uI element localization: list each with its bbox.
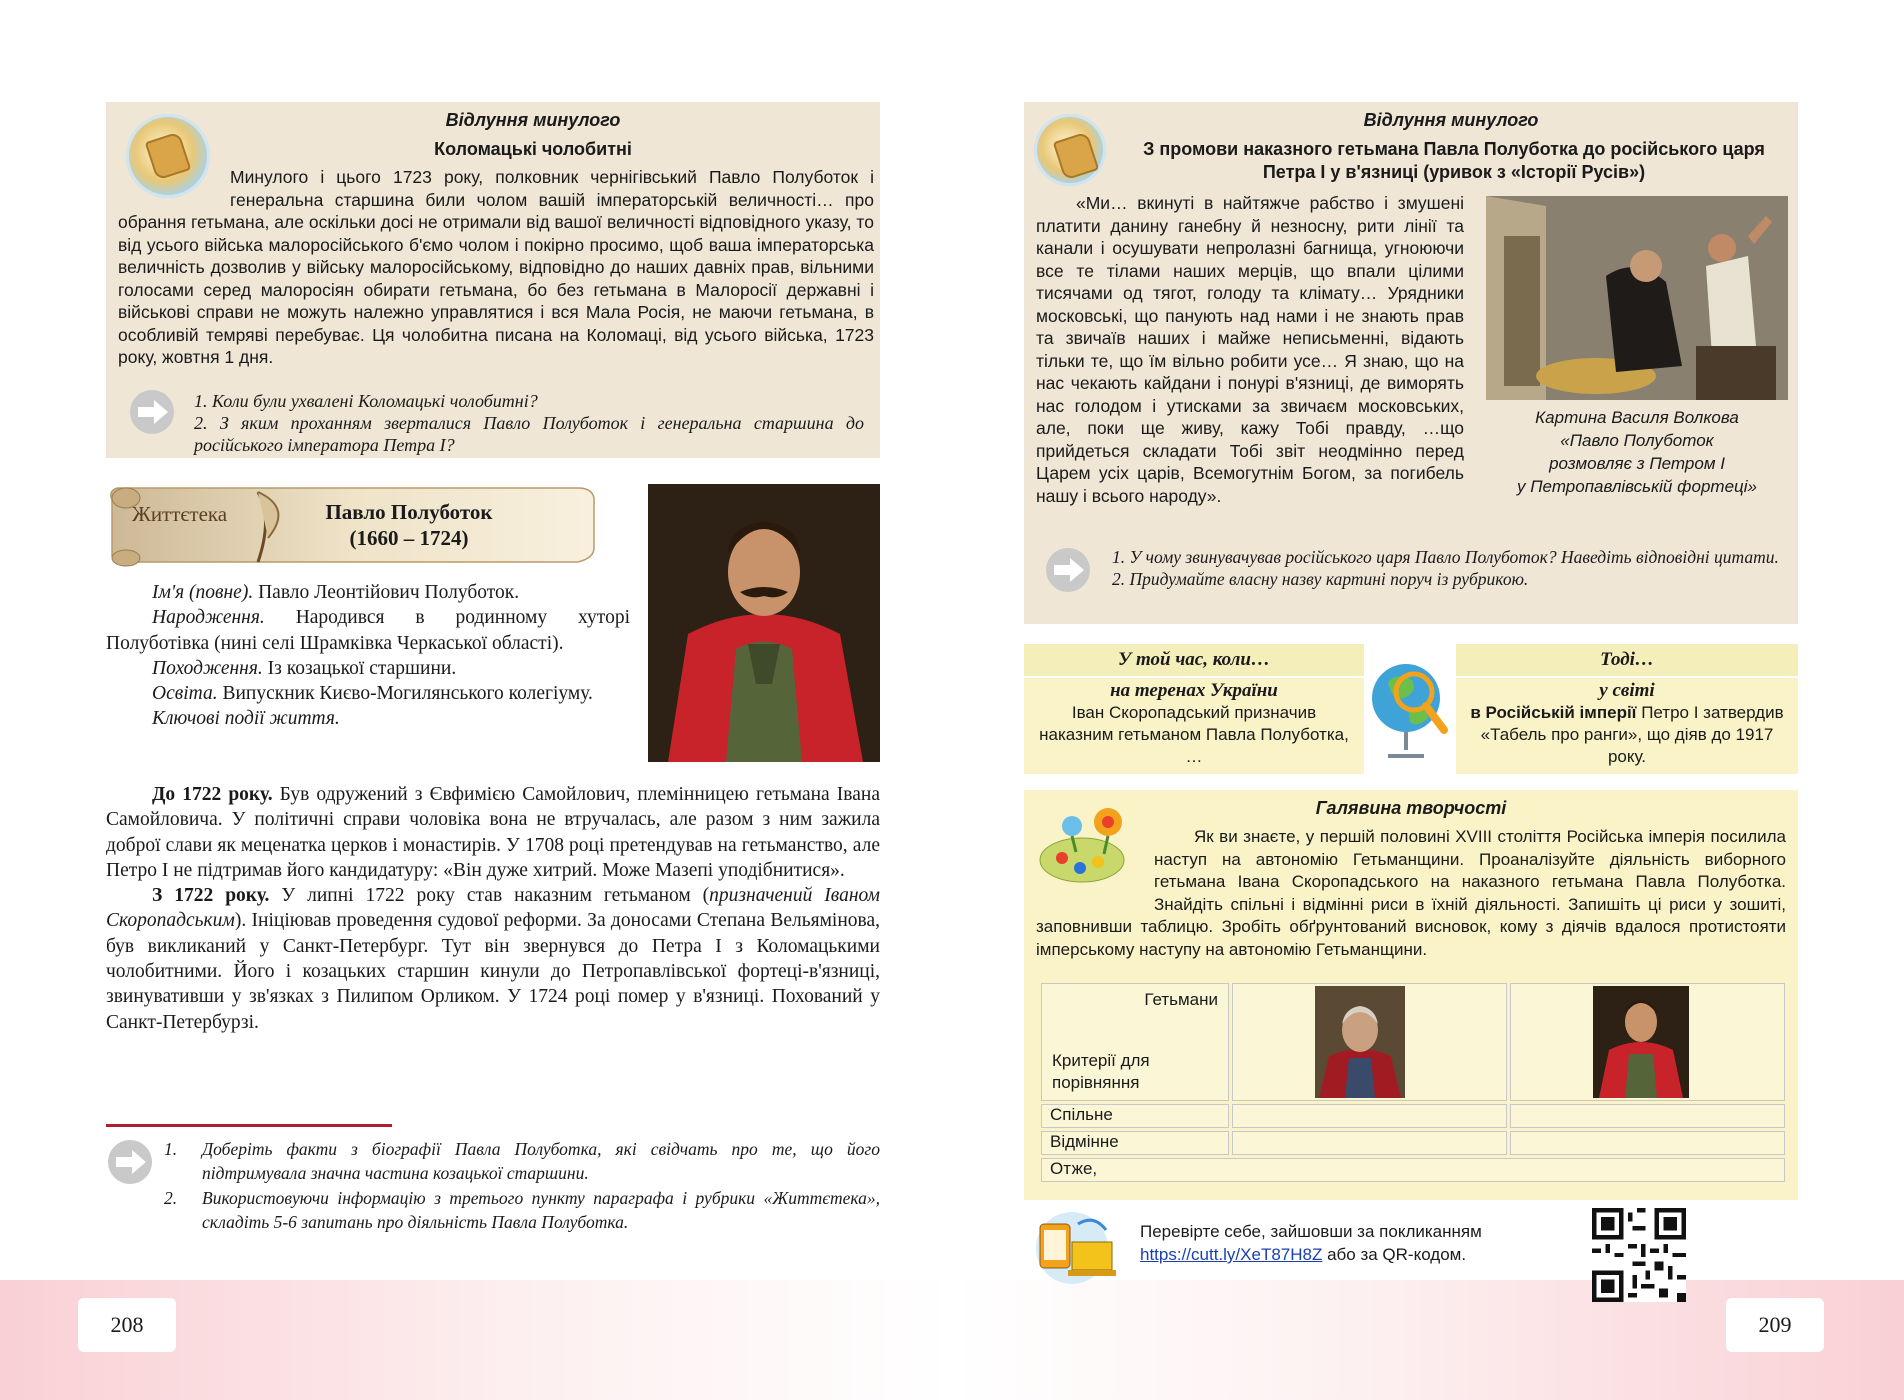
question-2: 2. З яким проханням зверталися Павло Полуботок і генеральна старшина до російського імператора Петра І? [194,413,864,455]
bio-name-value: Павло Леонтійович Полуботок. [253,582,520,603]
echo-title: Відлуння минулого [1363,110,1539,130]
bio-birth-value: Народився в родинному хуторі Полуботівка (нині селі Шрамківка Черкаської області). [106,607,630,654]
table-row [1041,1131,1785,1155]
self-check-line: Перевірте себе, зайшовши за покликанням [1140,1222,1482,1241]
qr-code-image [1592,1208,1686,1302]
section-rule [106,1124,392,1127]
bio-origin-label: Походження. [152,657,263,679]
meanwhile-right-text-wrap [1456,702,1798,768]
page-number-left: 208 [78,1298,176,1352]
meanwhile-header-left: У той час, коли… [1024,644,1364,676]
portrait-skoropadsky [1315,986,1405,1098]
bio-section-top [106,580,630,732]
meanwhile-right-text: Петро І затвердив «Табель про ранги», що діяв до 1917 року. [1480,703,1784,766]
task-item [164,1187,880,1234]
qr-code[interactable] [1592,1208,1686,1302]
task-number: 2. [164,1188,178,1208]
meanwhile-left-box [1024,678,1364,774]
bio-p2-text-a: У липні 1722 року став наказним гетьманом ( [269,885,710,907]
table-corner-cell [1041,983,1229,1101]
portrait-polubotok [648,484,880,762]
creativity-title: Галявина творчості [1315,798,1507,818]
echo-questions [1112,546,1792,590]
bio-birth-label: Народження. [152,607,265,629]
creativity-text: Як ви знаєте, у першій половині XVIII століття Російська імперія посилила наступ на автономію Гетьманщини. Проаналізуйте діяльність виборного гетьмана Івана Скоропадського на наказного гетьмана Павла Полуботка. Знайдіть спільні і відмінні риси в їхній діяльності. Запишіть ці риси у зошиті, заповнивши таблицю. Зробіть обґрунтований висновок, кому з діячів вдалося протистояти імперському наступу на автономію Гетьманщини. [1036,827,1786,959]
portrait-image [648,484,880,762]
table-header-row [1041,983,1785,1101]
scroll-icon [1034,114,1106,186]
caption-line: розмовляє з Петром І [1549,454,1725,473]
bio-edu-value: Випускник Києво-Могилянського колегіуму. [217,683,593,705]
meanwhile-header-right: Тоді… [1456,644,1798,676]
task-text: Використовуючи інформацію з третього пункту параграфа і рубрики «Життєтека», складіть 5-6 запитань про діяльність Павла Полуботка. [202,1188,880,1232]
bio-p2-text-b: ). Ініціював проведення судової реформи. За доносами Степана Вельямінова, був викликаний у Санкт-Петербург. Тут він звернувся до Петра І з Коломацькими чолобитними. Його і козацьких старшин кинули до Петропавлівської фортеці-в'язниці, звинувативши у зв'язках з Пилипом Орликом. У 1724 році помер у в'язниці. Похований у Санкт-Петербурзі. [106,910,880,1033]
bio-p1-label: До 1722 року. [152,784,273,805]
self-check-text [1140,1220,1560,1266]
page-number-right: 209 [1726,1298,1824,1352]
task-text: Доберіть факти з біографії Павла Полуботка, які свідчать про те, що його підтримувала значна частина козацької старшини. [202,1139,880,1183]
caption-line: Картина Василя Волкова [1535,408,1739,427]
globe-icon [1368,652,1452,762]
bio-years: (1660 – 1724) [349,526,469,550]
table-row [1041,1158,1785,1182]
task-item [164,1138,880,1185]
echo-questions [194,390,864,456]
question-2: 2. Придумайте власну назву картині поруч із рубрикою. [1112,569,1529,589]
computer-icon [1028,1206,1124,1286]
table-row-label: Отже, [1041,1158,1785,1182]
bio-name-label: Ім'я (повне). [152,582,254,603]
bio-label: Життєтека [132,502,228,526]
caption-line: у Петропавлівській фортеці» [1517,477,1757,496]
tasks-list [164,1138,880,1234]
portrait-polubotok-small [1593,986,1689,1098]
echo-subtitle: Коломацькі чолобитні [434,139,632,159]
echo-subtitle: З промови наказного гетьмана Павла Полуботка до російського царя Петра І у в'язниці (уривок з «Історії Русів») [1143,139,1765,182]
bio-p1-text: Був одружений з Євфимією Самойлович, племінницею гетьмана Івана Самойловича. У політичні справи чоловіка вона не втручалась, але разом з ним зажила доброї слави як меценатка церков і монастирів. У 1708 році претендував на гетьманство, але Петро І не підтримав його кандидатуру: «Він дуже хитрий. Може Мазепі уподібнитися». [106,784,880,881]
arrow-icon [1046,548,1090,592]
creativity-box [1024,790,1798,1200]
self-check-link[interactable]: https://cutt.ly/XeT87H8Z [1140,1245,1323,1264]
painting-volkov [1486,196,1788,400]
table-header-hetmans: Гетьмани [1144,990,1219,1009]
caption-line: «Павло Полуботок [1560,431,1714,450]
bio-edu-label: Освіта. [152,683,218,705]
echo-box-left [106,102,880,458]
tasks-arrow-icon [108,1140,152,1184]
table-row [1041,1104,1785,1128]
bio-p2-italic: призначений Іваном Скоропадським [106,885,880,932]
table-cell-polubotok [1510,983,1785,1101]
table-cell-skoropadsky [1232,983,1507,1101]
bio-section-bottom [106,782,880,1035]
arrow-icon [130,390,174,434]
echo-text: Минулого і цього 1723 року, полковник чернігівський Павло Полуботок і генеральна старшина били чолом вашій імператорській величності… про обрання гетьмана, але оскільки досі не отримали від вашої величності відповідного указу, то від усього війська малоросійського б'ємо чолом і покірно просимо, щоб ваша імператорська величність дозволив у війську малоросійському, відповідно до наших давніх прав, вільними голосами серед малоросіян обирати гетьмана, бо без гетьмана в Малоросії державні і військові справи не можуть належно управлятися і вся Мала Росія, не маючи гетьмана, в особливій темряві перебуває. Ця чолобитна писана на Коломаці, від усього війська, 1723 року, жовтня 1 дня. [118,167,874,367]
meanwhile-right-box [1456,678,1798,774]
self-check-suffix: або за QR-кодом. [1322,1245,1467,1264]
painting-caption [1486,406,1788,498]
table-row-label: Спільне [1041,1104,1229,1128]
bio-banner [108,478,598,568]
palette-icon [1038,804,1138,884]
meanwhile-left-sub: на теренах України [1110,680,1278,701]
echo-title: Відлуння минулого [445,110,621,130]
bio-origin-value: Із козацької старшини. [262,657,457,679]
task-number: 1. [164,1139,178,1159]
comparison-table [1038,980,1788,1185]
table-header-criteria: Критерії для порівняння [1052,1051,1150,1092]
bio-events-label: Ключові події життя. [152,708,340,730]
meanwhile-right-bold: в Російській імперії [1470,703,1637,722]
painting-image [1486,196,1788,400]
table-row-label: Відмінне [1041,1131,1229,1155]
echo-text: «Ми… вкинуті в найтяжче рабство і змушені платити данину ганебну й незносну, рити лінії та канали і осушувати непролазні багнища, угноюючи все те тілами наших мерців, що впали цілими тисячами од тягот, голоду та клімату… Урядники московські, що панують над нами і не знають прав та звичаїв наших і майже неписьменні, відають тільки те, що їм вільно робити усе… Я знаю, що на нас чекають кайдани і понурі в'язниці, де виморять нас голодом і утисками за звичаєм московських, але, поки ще живу, кажу Тобі правду, …що прийдеться складати Тобі звіт неодмінно перед Царем усіх царів, Всемогутнім Богом, за погибель нашу і всього народу». [1036,193,1464,506]
echo-box-right [1024,102,1798,624]
meanwhile-left-text: Іван Скоропадський призначив наказним гетьманом Павла Полуботка, … [1039,703,1349,766]
bio-p2-label: З 1722 року. [152,885,270,907]
question-1: 1. У чому звинувачував російського царя Павло Полуботок? Наведіть відповідні цитати. [1112,547,1779,567]
meanwhile-right-sub: у світі [1599,680,1655,701]
bio-name: Павло Полуботок [325,500,493,524]
question-1: 1. Коли були ухвалені Коломацькі чолобитні? [194,391,538,411]
